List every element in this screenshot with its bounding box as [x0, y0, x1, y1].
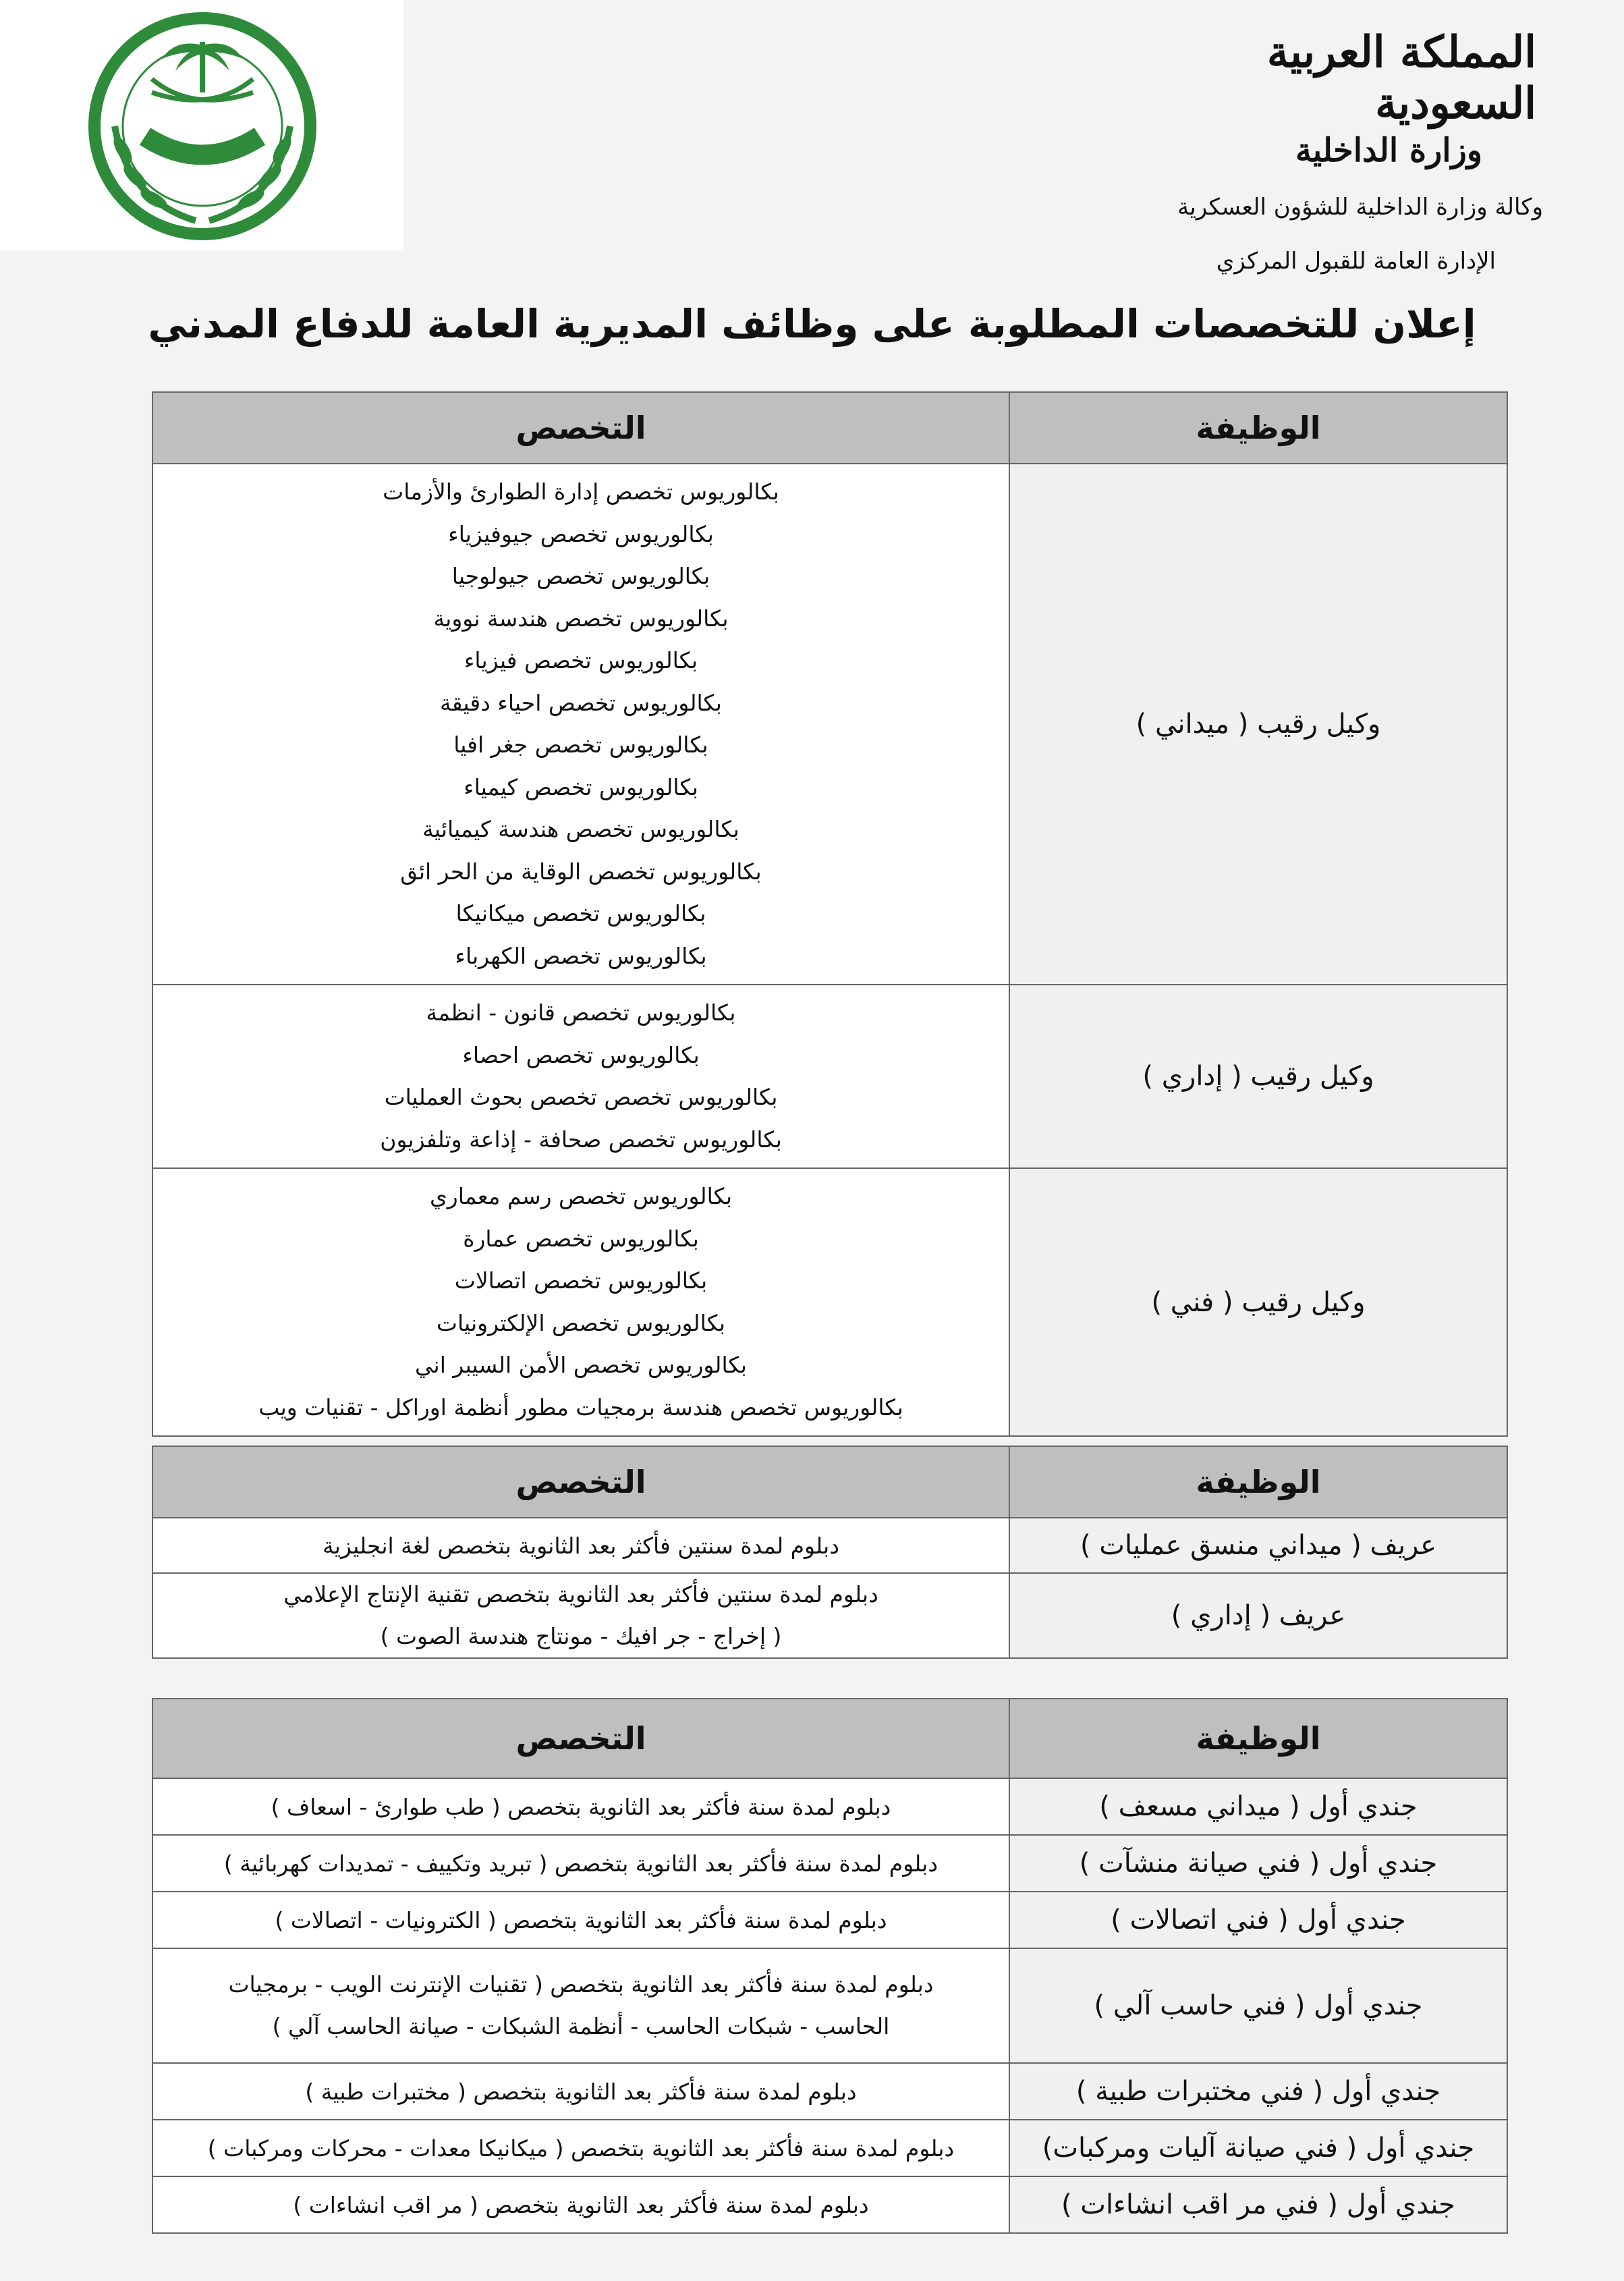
header-job: الوظيفة: [1009, 1699, 1507, 1778]
job-title: وكيل رقيب ( فني ): [1009, 1168, 1507, 1436]
spec-cell: دبلوم لمدة سنة فأكثر بعد الثانوية بتخصص ( طب طوارئ - اسعاف ): [152, 1778, 1009, 1835]
spec-cell: [152, 1948, 1009, 2063]
spec-cell: [152, 1168, 1009, 1436]
job-title: جندي أول ( فني صيانة منشآت ): [1009, 1835, 1507, 1892]
table-row: [152, 1892, 1507, 1948]
spec-item: بكالوريوس تخصص فيزياء: [464, 647, 698, 674]
job-title: عريف ( إداري ): [1009, 1573, 1507, 1658]
specializations-table-2: [152, 1446, 1508, 1659]
ministry-emblem-icon: [81, 8, 324, 244]
spec-item: بكالوريوس تخصص جغر افيا: [453, 732, 708, 758]
spec-item: دبلوم لمدة سنة فأكثر بعد الثانوية بتخصص ( تقنيات الإنترنت الويب - برمجيات: [228, 1971, 934, 1998]
table-row: [152, 1573, 1507, 1658]
spec-item: بكالوريوس تخصص احياء دقيقة: [440, 689, 722, 716]
header-job: الوظيفة: [1009, 392, 1507, 464]
job-title: جندي أول ( فني صيانة آليات ومركبات): [1009, 2120, 1507, 2176]
job-title: وكيل رقيب ( إداري ): [1009, 985, 1507, 1168]
spec-cell: دبلوم لمدة سنة فأكثر بعد الثانوية بتخصص ( مر اقب انشاءات ): [152, 2176, 1009, 2233]
department-name: الإدارة العامة للقبول المركزي: [1216, 248, 1496, 275]
spec-item: بكالوريوس تخصص كيمياء: [464, 773, 698, 800]
table-row: [152, 1168, 1507, 1436]
spec-cell: [152, 464, 1009, 985]
spec-item: بكالوريوس تخصص جيوفيزياء: [448, 520, 714, 547]
job-title: وكيل رقيب ( ميداني ): [1009, 464, 1507, 985]
spec-item: بكالوريوس تخصص هندسة برمجيات مطور أنظمة اوراكل - تقنيات ويب: [258, 1394, 903, 1421]
table-row: [152, 2063, 1507, 2120]
table-row: [152, 2120, 1507, 2176]
table-row: [152, 1948, 1507, 2063]
spec-item: بكالوريوس تخصص ميكانيكا: [455, 900, 706, 927]
table-row: [152, 464, 1507, 985]
header-spec: التخصص: [152, 1699, 1009, 1778]
spec-item: ( إخراج - جر افيك - مونتاج هندسة الصوت ): [380, 1623, 782, 1649]
spec-item: بكالوريوس تخصص تخصص بحوث العمليات: [384, 1084, 778, 1110]
table-row: [152, 2176, 1507, 2233]
job-title: جندي أول ( ميداني مسعف ): [1009, 1778, 1507, 1835]
spec-item: الحاسب - شبكات الحاسب - أنظمة الشبكات - صيانة الحاسب آلي ): [272, 2013, 890, 2039]
table-row: [152, 1778, 1507, 1835]
letterhead: [1165, 27, 1543, 278]
spec-item: بكالوريوس تخصص صحافة - إذاعة وتلفزيون: [380, 1126, 782, 1153]
emblem-area: [0, 0, 403, 251]
spec-item: بكالوريوس تخصص رسم معماري: [429, 1183, 733, 1209]
header-spec: التخصص: [152, 1446, 1009, 1518]
spec-item: بكالوريوس تخصص قانون - انظمة: [426, 999, 736, 1026]
spec-cell: دبلوم لمدة سنة فأكثر بعد الثانوية بتخصص ( تبريد وتكييف - تمديدات كهربائية ): [152, 1835, 1009, 1892]
table-header-row: [152, 1699, 1507, 1778]
spec-item: بكالوريوس تخصص الكهرباء: [455, 942, 707, 969]
table-header-row: [152, 1446, 1507, 1518]
job-title: جندي أول ( فني اتصالات ): [1009, 1892, 1507, 1948]
table-row: [152, 1518, 1507, 1573]
spec-item: بكالوريوس تخصص الوقاية من الحر ائق: [400, 858, 762, 885]
spec-item: دبلوم لمدة سنتين فأكثر بعد الثانوية بتخصص تقنية الإنتاج الإعلامي: [283, 1581, 878, 1607]
spec-item: بكالوريوس تخصص هندسة كيميائية: [422, 816, 739, 842]
spec-item: بكالوريوس تخصص إدارة الطوارئ والأزمات: [383, 478, 779, 505]
spec-item: بكالوريوس تخصص هندسة نووية: [433, 605, 729, 632]
spec-item: بكالوريوس تخصص عمارة: [463, 1225, 699, 1252]
specializations-table-1: [152, 391, 1508, 1437]
spec-item: بكالوريوس تخصص اتصالات: [454, 1267, 708, 1294]
spec-cell: [152, 1573, 1009, 1658]
header-job: الوظيفة: [1009, 1446, 1507, 1518]
spec-cell: دبلوم لمدة سنة فأكثر بعد الثانوية بتخصص ( مختبرات طبية ): [152, 2063, 1009, 2120]
spec-item: بكالوريوس تخصص احصاء: [462, 1041, 700, 1068]
job-title: عريف ( ميداني منسق عمليات ): [1009, 1518, 1507, 1573]
job-title: جندي أول ( فني مختبرات طبية ): [1009, 2063, 1507, 2120]
specializations-table-3: [152, 1698, 1508, 2234]
spec-cell: دبلوم لمدة سنة فأكثر بعد الثانوية بتخصص ( الكترونيات - اتصالات ): [152, 1892, 1009, 1948]
page-title: إعلان للتخصصات المطلوبة على وظائف المديرية العامة للدفاع المدني: [148, 301, 1476, 347]
table-header-row: [152, 392, 1507, 464]
table-row: [152, 1835, 1507, 1892]
kingdom-name: المملكة العربية السعودية: [1266, 27, 1536, 129]
job-title: جندي أول ( فني حاسب آلي ): [1009, 1948, 1507, 2063]
table-row: [152, 985, 1507, 1168]
ministry-name: وزارة الداخلية: [1295, 132, 1482, 169]
spec-item: بكالوريوس تخصص الإلكترونيات: [436, 1309, 726, 1336]
agency-name: وكالة وزارة الداخلية للشؤون العسكرية: [1177, 194, 1543, 221]
spec-item: بكالوريوس تخصص جيولوجيا: [451, 563, 710, 589]
header-spec: التخصص: [152, 392, 1009, 464]
spec-cell: دبلوم لمدة سنة فأكثر بعد الثانوية بتخصص ( ميكانيكا معدات - محركات ومركبات ): [152, 2120, 1009, 2176]
job-title: جندي أول ( فني مر اقب انشاءات ): [1009, 2176, 1507, 2233]
spec-cell: دبلوم لمدة سنتين فأكثر بعد الثانوية بتخصص لغة انجليزية: [152, 1518, 1009, 1573]
spec-item: بكالوريوس تخصص الأمن السيبر اني: [415, 1352, 747, 1378]
spec-cell: [152, 985, 1009, 1168]
